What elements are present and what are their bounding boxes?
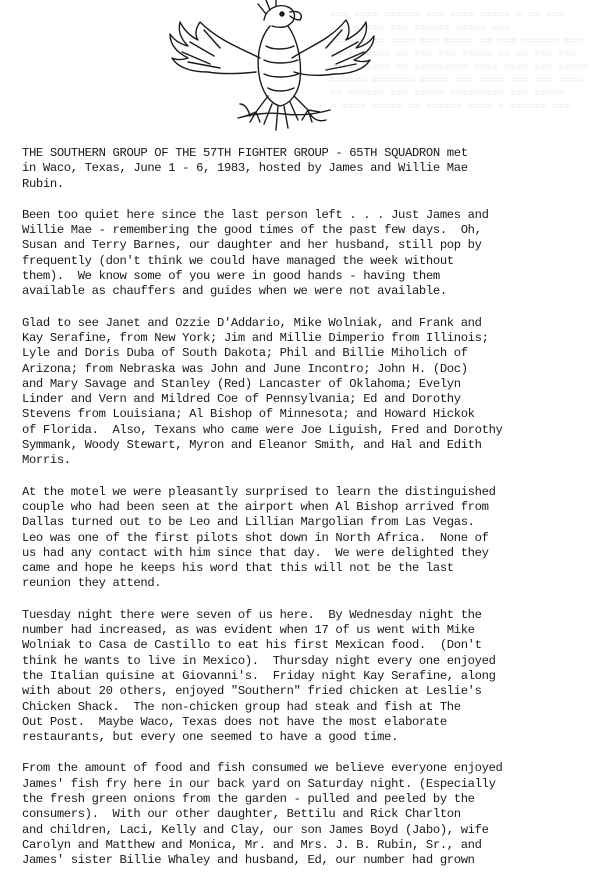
text-line: and children, Laci, Kelly and Clay, our son James Boyd (Jabo), wife [22, 822, 489, 837]
text-line: the Italian quisine at Giovanni's. Friday night Kay Serafine, along [22, 668, 496, 683]
text-line: Carolyn and Matthew and Monica, Mr. and Mrs. J. B. Rubin, Sr., and [22, 837, 482, 852]
text-line: frequently (don't think we could have managed the week without [22, 253, 454, 268]
newsletter-body [22, 146, 588, 884]
paragraph-headline [22, 146, 588, 192]
paragraph [22, 485, 588, 592]
show-through-texture: === ==== ====== === ==== ===== = == === === ===== === ====== ===== === ========= ==== === ===== == === ====== === ========== == === === ===== == == === === ===== ==== == ========= ==== ==== === ===== ====== ======= ===== === ==== === === ==== == ====== === ===== ========= === ===== = ==== ===== == ====== ==== = ====== === [330, 11, 589, 113]
text-line: consumers). With our other daughter, Bettilu and Rick Charlton [22, 807, 461, 822]
text-line: Susan and Terry Barnes, our daughter and her husband, still pop by [22, 238, 482, 253]
eagle-icon [160, 0, 390, 142]
paragraph [22, 608, 588, 746]
text-line: of Florida. Also, Texans who came were Joe Liguish, Fred and Dorothy [22, 422, 503, 437]
text-line: think he wants to live in Mexico). Thursday night every one enjoyed [22, 653, 496, 668]
text-line: Stevens from Louisiana; Al Bishop of Minnesota; and Howard Hickok [22, 407, 475, 422]
text-line: with about 20 others, enjoyed "Southern" fried chicken at Leslie's [22, 684, 482, 699]
text-line: At the motel we were pleasantly surprised to learn the distinguished [22, 484, 496, 499]
text-line: Tuesday night there were seven of us here. By Wednesday night the [22, 607, 482, 622]
text-line: Symmank, Woody Stewart, Myron and Eleanor Smith, and Hal and Edith [22, 438, 482, 453]
text-line: Wolniak to Casa de Castillo to eat his first Mexican food. (Don't [22, 638, 482, 653]
text-line: Lyle and Doris Duba of South Dakota; Phil and Billie Miholich of [22, 346, 468, 361]
text-line: in Waco, Texas, June 1 - 6, 1983, hosted by James and Willie Mae [22, 161, 468, 176]
text-line: James' sister Billie Whaley and husband, Ed, our number had grown [22, 853, 475, 868]
text-line: Morris. [22, 453, 71, 468]
text-line: number had increased, as was evident when 17 of us went with Mike [22, 623, 475, 638]
text-line: came and hope he keeps his word that this will not be the last [22, 561, 454, 576]
text-line: Leo was one of the first pilots shot down in North Africa. None of [22, 530, 489, 545]
text-line: and Mary Savage and Stanley (Red) Lancaster of Oklahoma; Evelyn [22, 376, 461, 391]
text-line: reunion they attend. [22, 576, 162, 591]
text-line: Willie Mae - remembering the good times of the past few days. Oh, [22, 223, 482, 238]
text-line: James' fish fry here in our back yard on Saturday night. (Especially [22, 776, 496, 791]
text-line: Kay Serafine, from New York; Jim and Millie Dimperio from Illinois; [22, 330, 489, 345]
text-line: Been too quiet here since the last person left . . . Just James and [22, 207, 489, 222]
text-line: Dallas turned out to be Leo and Lillian Margolian from Las Vegas. [22, 515, 475, 530]
text-line: Glad to see Janet and Ozzie D'Addario, Mike Wolniak, and Frank and [22, 315, 482, 330]
text-line: Chicken Shack. The non-chicken group had steak and fish at The [22, 699, 461, 714]
text-line: Linder and Vern and Mildred Coe of Pennsylvania; Ed and Dorothy [22, 392, 461, 407]
text-line: Out Post. Maybe Waco, Texas does not have the most elaborate [22, 714, 447, 729]
text-line: From the amount of food and fish consumed we believe everyone enjoyed [22, 761, 503, 776]
text-line: the fresh green onions from the garden - pulled and peeled by the [22, 791, 475, 806]
text-line: Arizona; from Nebraska was John and June Incontro; John H. (Doc) [22, 361, 468, 376]
text-line: available as chauffers and guides when we were not available. [22, 284, 447, 299]
text-line: THE SOUTHERN GROUP OF THE 57TH FIGHTER GROUP - 65TH SQUADRON met [22, 146, 468, 160]
paragraph [22, 316, 588, 469]
paragraph [22, 761, 588, 868]
text-line: us had any contact with him since that day. We were delighted they [22, 545, 489, 560]
text-line: them). We know some of you were in good hands - having them [22, 269, 440, 284]
text-line: Rubin. [22, 176, 64, 191]
text-line: restaurants, but every one seemed to have a good time. [22, 730, 399, 745]
paragraph [22, 208, 588, 300]
text-line: couple who had been seen at the airport when Al Bishop arrived from [22, 499, 489, 514]
